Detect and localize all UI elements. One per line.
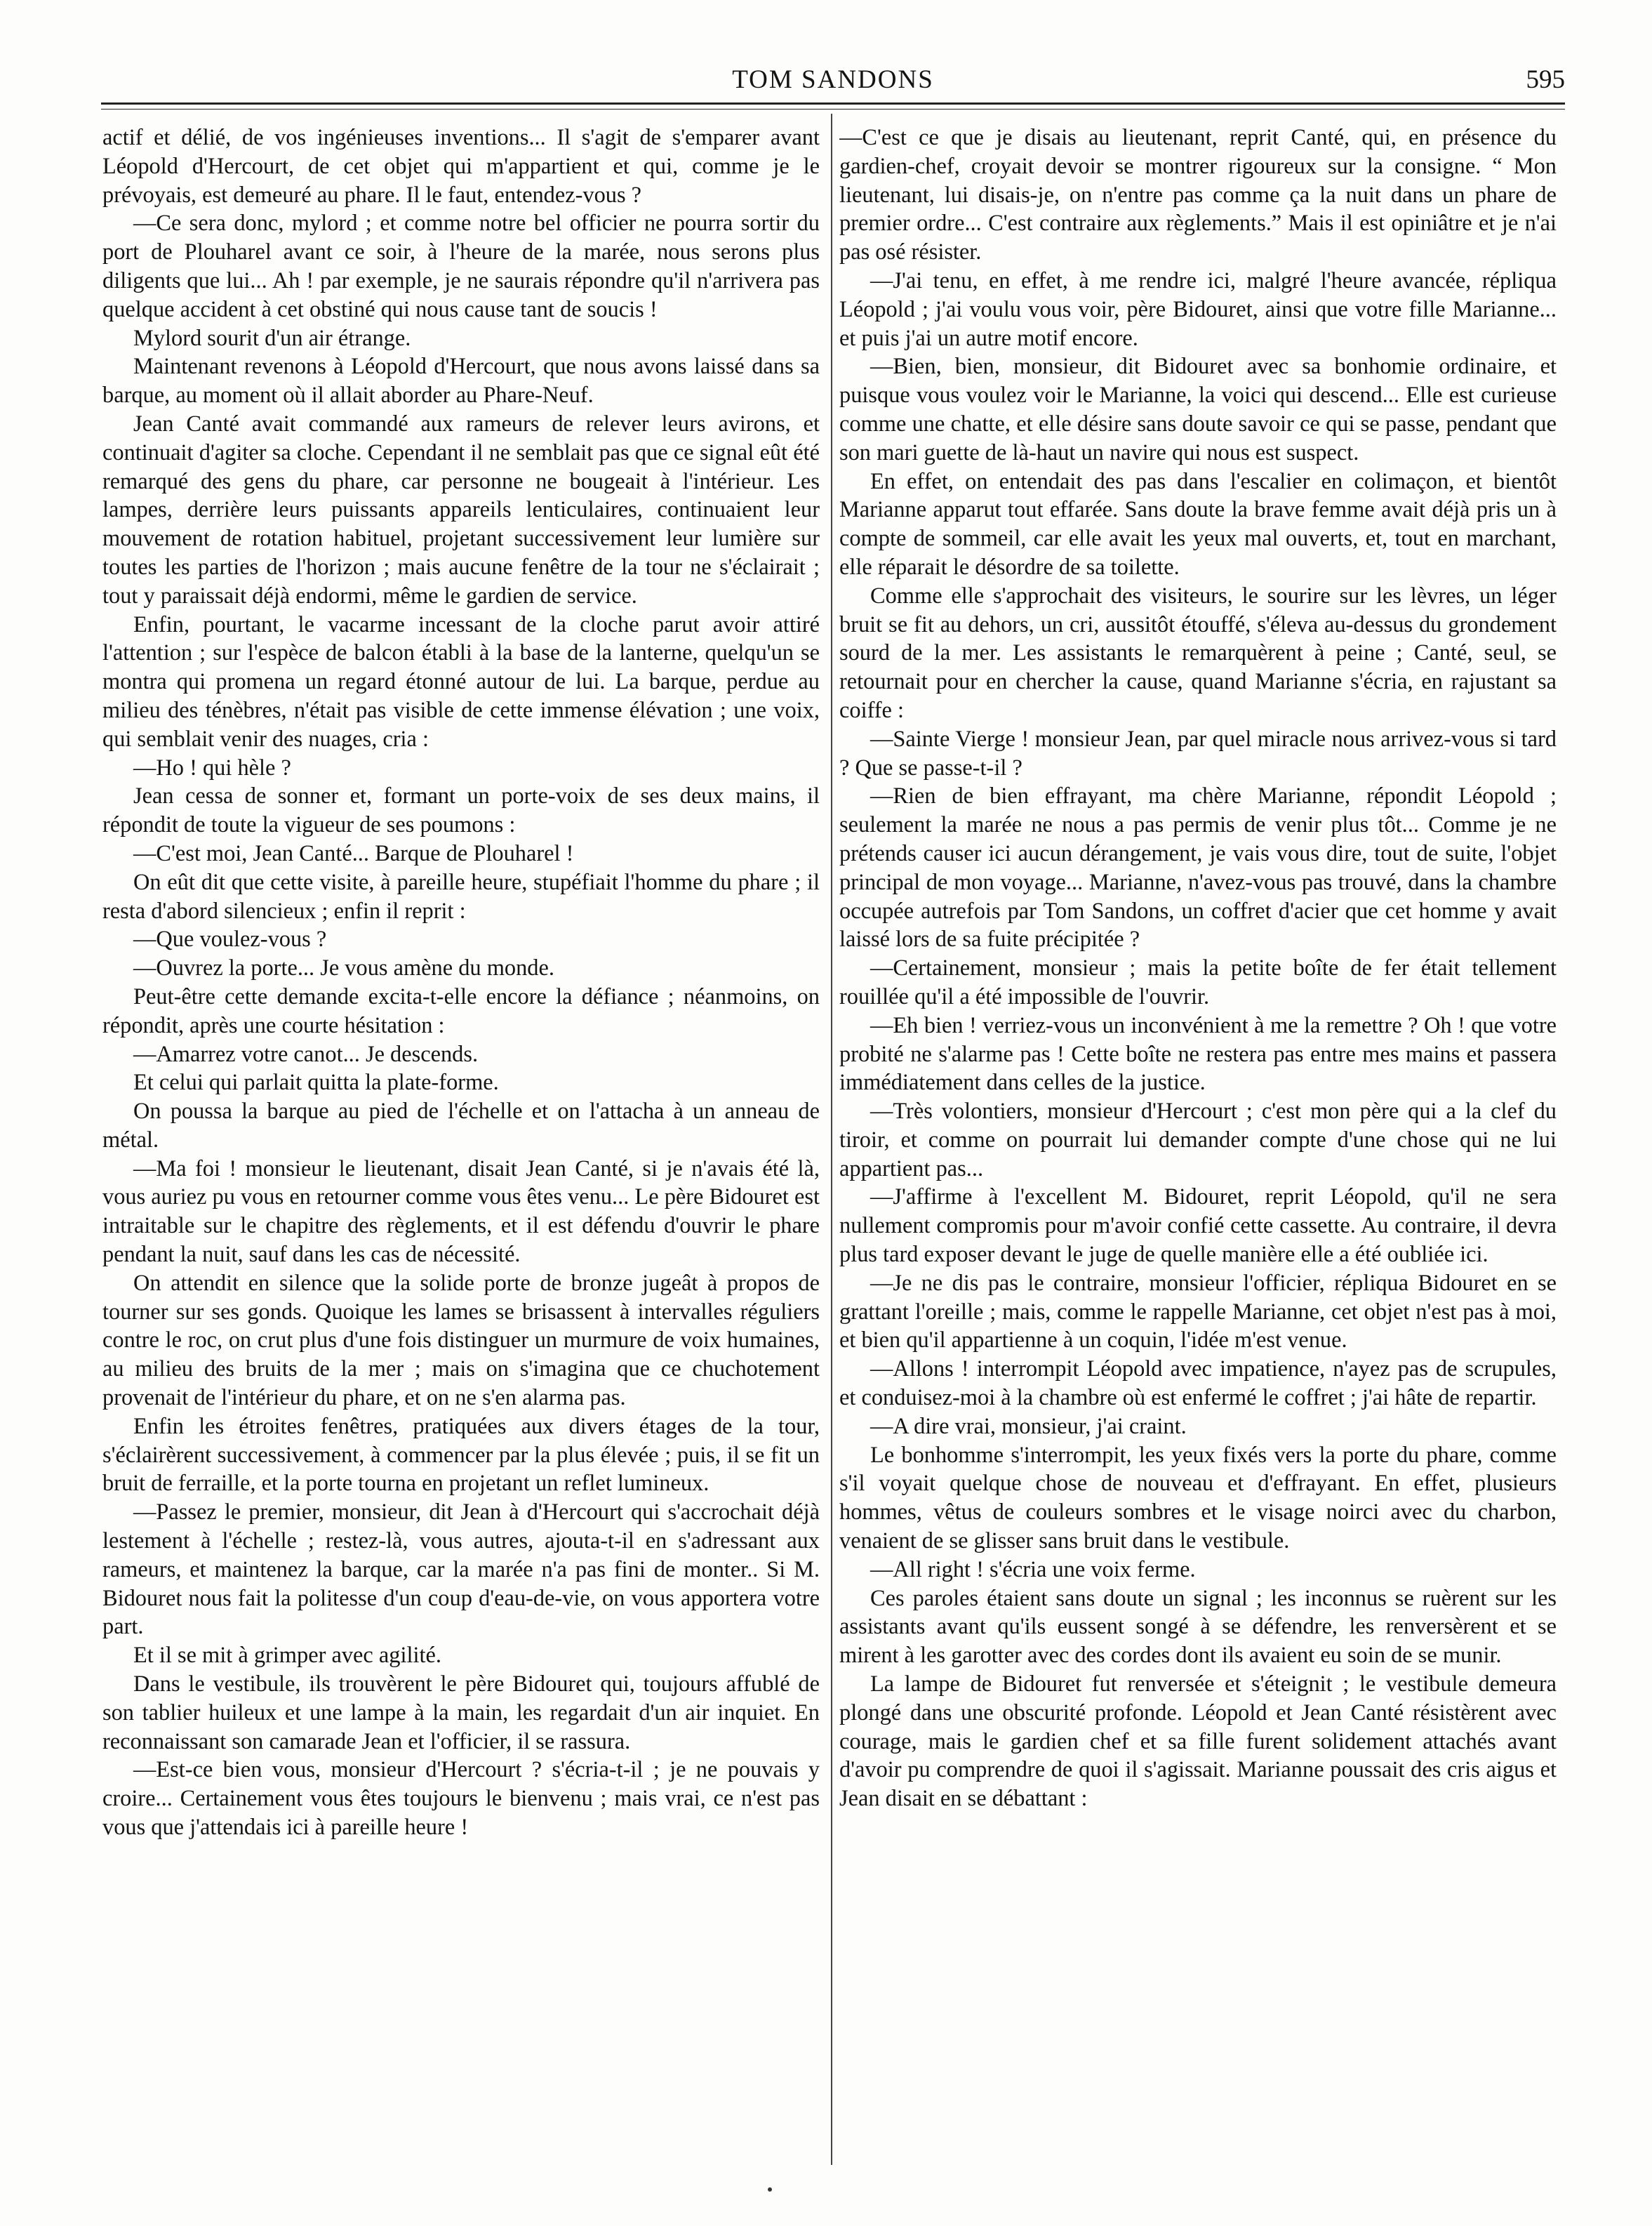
paragraph: Mylord sourit d'un air étrange. <box>133 325 411 351</box>
paragraph: —Amarrez votre canot... Je descends. <box>133 1041 479 1067</box>
paragraph: —Que voulez-vous ? <box>133 927 327 953</box>
running-title: TOM SANDONS <box>732 65 934 94</box>
paragraph: En effet, on entendait des pas dans l'escalier en colimaçon, et bientôt Marianne apparut tout effarée. Sans doute la brave femme avait déjà pris un à compte de sommeil, car elle avait les yeux mal ouverts, et, tout en marchant, elle réparait le désordre de sa toilette. <box>839 468 1557 580</box>
paragraph: —C'est moi, Jean Canté... Barque de Plouharel ! <box>133 840 574 866</box>
paragraph: —Certainement, monsieur ; mais la petite boîte de fer était tellement rouillée qu'il a été impossible de l'ouvrir. <box>839 955 1557 1009</box>
paragraph: On eût dit que cette visite, à pareille heure, stupéfiait l'homme du phare ; il resta d'abord silencieux ; enfin il reprit : <box>102 869 820 924</box>
paragraph: Enfin les étroites fenêtres, pratiquées aux divers étages de la tour, s'éclairèrent successivement, à commencer par la plus élevée ; puis, il se fit un bruit de ferraille, et la porte tourna en projetant un reflet lumineux. <box>102 1413 820 1497</box>
column-divider <box>831 114 832 2165</box>
paragraph: Ces paroles étaient sans doute un signal ; les inconnus se ruèrent sur les assistants avant qu'ils eussent songé à se défendre, les renversèrent et se mirent à les garotter avec des cordes dont ils avaient eu soin de se munir. <box>839 1585 1557 1669</box>
paragraph: Et il se mit à grimper avec agilité. <box>133 1643 441 1669</box>
paragraph: —Je ne dis pas le contraire, monsieur l'officier, répliqua Bidouret en se grattant l'oreille ; mais, comme le rappelle Marianne, cet objet n'est pas à moi, et bien qu'il appartienne à un coquin, l'idée m'est venue. <box>839 1270 1557 1353</box>
right-column <box>839 124 1557 2173</box>
page-number: 595 <box>1526 65 1565 94</box>
paragraph: —Passez le premier, monsieur, dit Jean à d'Hercourt qui s'accrochait déjà lestement à l'échelle ; restez-là, vous autres, ajouta-t-il en s'adressant aux rameurs, et maintenez la barque, car la marée n'a pas fini de monter.. Si M. Bidouret nous fait la politesse d'un coup d'eau-de-vie, on vous apportera votre part. <box>102 1499 820 1640</box>
paragraph: —Ce sera donc, mylord ; et comme notre bel officier ne pourra sortir du port de Plouharel avant ce soir, à l'heure de la marée, nous serons plus diligents que lui... Ah ! par exemple, je ne saurais répondre qu'il n'arrivera pas quelque accident à cet obstiné qui nous cause tant de soucis ! <box>102 211 820 322</box>
paragraph: La lampe de Bidouret fut renversée et s'éteignit ; le vestibule demeura plongé dans une obscurité profonde. Léopold et Jean Canté résistèrent avec courage, mais le gardien chef et sa fille furent solidement attachés avant d'avoir pu comprendre de quoi il s'agissait. Marianne poussait des cris aigus et Jean disait en se débattant : <box>839 1671 1557 1812</box>
paragraph: —Rien de bien effrayant, ma chère Marianne, répondit Léopold ; seulement la marée ne nous a pas permis de venir plus tôt... Comme je ne prétends causer ici aucun dérangement, je vais vous dire, tout de suite, l'objet principal de mon voyage... Marianne, n'avez-vous pas trouvé, dans la chambre occupée autrefois par Tom Sandons, un coffret d'acier que cet homme y avait laissé lors de sa fuite précipitée ? <box>839 783 1557 953</box>
paragraph: —Bien, bien, monsieur, dit Bidouret avec sa bonhomie ordinaire, et puisque vous voulez voir le Marianne, la voici qui descend... Elle est curieuse comme une chatte, et elle désire sans doute savoir ce qui se passe, pendant que son mari guette de là-haut un navire qui nous est suspect. <box>839 354 1557 465</box>
paragraph: Dans le vestibule, ils trouvèrent le père Bidouret qui, toujours affublé de son tablier huileux et une lampe à la main, les regardait d'un air inquiet. En reconnaissant son camarade Jean et l'officier, il se rassura. <box>102 1671 820 1754</box>
footer-dot <box>768 2187 772 2192</box>
paragraph: Maintenant revenons à Léopold d'Hercourt, que nous avons laissé dans sa barque, au moment où il allait aborder au Phare-Neuf. <box>102 354 820 409</box>
paragraph: On attendit en silence que la solide porte de bronze jugeât à propos de tourner sur ses gonds. Quoique les lames se brisassent à intervalles réguliers contre le roc, on crut plus d'une fois distinguer un murmure de voix humaines, au milieu des bruits de la mer ; mais on s'imagina que ce chuchotement provenait de l'intérieur du phare, et on ne s'en alarma pas. <box>102 1270 820 1411</box>
paragraph: Le bonhomme s'interrompit, les yeux fixés vers la porte du phare, comme s'il voyait quelque chose de nouveau et d'effrayant. En effet, plusieurs hommes, vêtus de couleurs sombres et le visage noirci avec du charbon, venaient de se glisser sans bruit dans le vestibule. <box>839 1442 1557 1554</box>
paragraph: —Allons ! interrompit Léopold avec impatience, n'ayez pas de scrupules, et conduisez-moi à la chambre où est enfermé le coffret ; j'ai hâte de repartir. <box>839 1356 1557 1411</box>
paragraph: —J'ai tenu, en effet, à me rendre ici, malgré l'heure avancée, répliqua Léopold ; j'ai voulu vous voir, père Bidouret, ainsi que votre fille Marianne... et puis j'ai un autre motif encore. <box>839 267 1557 351</box>
paragraph: —C'est ce que je disais au lieutenant, reprit Canté, qui, en présence du gardien-chef, croyait devoir se montrer rigoureux sur la consigne. “ Mon lieutenant, lui disais-je, on n'entre pas comme ça la nuit dans un phare de premier ordre... C'est contraire aux règlements.” Mais il est opiniâtre et je n'ai pas osé résister. <box>839 125 1557 265</box>
paragraph: On poussa la barque au pied de l'échelle et on l'attacha à un anneau de métal. <box>102 1099 820 1153</box>
paragraph: Jean Canté avait commandé aux rameurs de relever leurs avirons, et continuait d'agiter sa cloche. Cependant il ne semblait pas que ce signal eût été remarqué des gens du phare, car personne ne bougeait à l'intérieur. Les lampes, derrière leurs puissants appareils lenticulaires, continuaient leur mouvement de rotation habituel, projetant successivement leur lumière sur toutes les parties de l'horizon ; mais aucune fenêtre de la tour ne s'éclairait ; tout y paraissait déjà endormi, même le gardien de service. <box>102 411 820 609</box>
paragraph: —J'affirme à l'excellent M. Bidouret, reprit Léopold, qu'il ne sera nullement compromis pour m'avoir confié cette cassette. Au contraire, il devra plus tard exposer devant le juge de quelle manière elle a été oubliée ici. <box>839 1184 1557 1268</box>
paragraph: Peut-être cette demande excita-t-elle encore la défiance ; néanmoins, on répondit, après une courte hésitation : <box>102 983 820 1038</box>
paragraph: —Ouvrez la porte... Je vous amène du monde. <box>133 955 554 981</box>
left-column <box>102 124 820 2173</box>
paragraph: —Ma foi ! monsieur le lieutenant, disait Jean Canté, si je n'avais été là, vous auriez pu vous en retourner comme vous êtes venu... Le père Bidouret est intraitable sur le chapitre des règlements, et il est défendu d'ouvrir le phare pendant la nuit, sauf dans les cas de nécessité. <box>102 1155 820 1268</box>
paragraph: —All right ! s'écria une voix ferme. <box>870 1556 1196 1582</box>
paragraph: Et celui qui parlait quitta la plate-forme. <box>133 1070 499 1096</box>
paragraph: —A dire vrai, monsieur, j'ai craint. <box>870 1413 1187 1439</box>
paragraph: actif et délié, de vos ingénieuses inventions... Il s'agit de s'emparer avant Léopold d'Hercourt, de cet objet qui m'appartient et qui, comme je le prévoyais, est demeuré au phare. Il le faut, entendez-vous ? <box>102 125 820 208</box>
paragraph: —Très volontiers, monsieur d'Hercourt ; c'est mon père qui a la clef du tiroir, et comme on pourrait lui demander compte d'une chose qui ne lui appartient pas... <box>839 1099 1557 1181</box>
paragraph: Enfin, pourtant, le vacarme incessant de la cloche parut avoir attiré l'attention ; sur l'espèce de balcon établi à la base de la lanterne, quelqu'un se montra qui promena un regard étonné autour de lui. La barque, perdue au milieu des ténèbres, n'était pas visible de cette immense élévation ; une voix, qui semblait venir des nuages, cria : <box>102 611 820 752</box>
paragraph: —Est-ce bien vous, monsieur d'Hercourt ? s'écria-t-il ; je ne pouvais y croire... Certainement vous êtes toujours le bienvenu ; mais vrai, ce n'est pas vous que j'attendais ici à pareille heure ! <box>102 1757 820 1841</box>
paragraph: —Sainte Vierge ! monsieur Jean, par quel miracle nous arrivez-vous si tard ? Que se passe-t-il ? <box>839 726 1557 781</box>
paragraph: Jean cessa de sonner et, formant un porte-voix de ses deux mains, il répondit de toute la vigueur de ses poumons : <box>102 783 820 838</box>
page-header <box>101 59 1565 101</box>
paragraph: —Ho ! qui hèle ? <box>133 755 291 781</box>
header-rule-thick <box>101 102 1565 105</box>
paragraph: Comme elle s'approchait des visiteurs, le sourire sur les lèvres, un léger bruit se fit au dehors, un cri, aussitôt étouffé, s'éleva au-dessus du grondement sourd de la mer. Les assistants le remarquèrent à peine ; Canté, seul, se retournait pour en chercher la cause, quand Marianne s'écria, en rajustant sa coiffe : <box>839 583 1557 723</box>
header-rule-thin <box>101 109 1565 110</box>
paragraph: —Eh bien ! verriez-vous un inconvénient à me la remettre ? Oh ! que votre probité ne s'alarme pas ! Cette boîte ne restera pas entre mes mains et passera immédiatement dans celles de la justice. <box>839 1012 1557 1096</box>
